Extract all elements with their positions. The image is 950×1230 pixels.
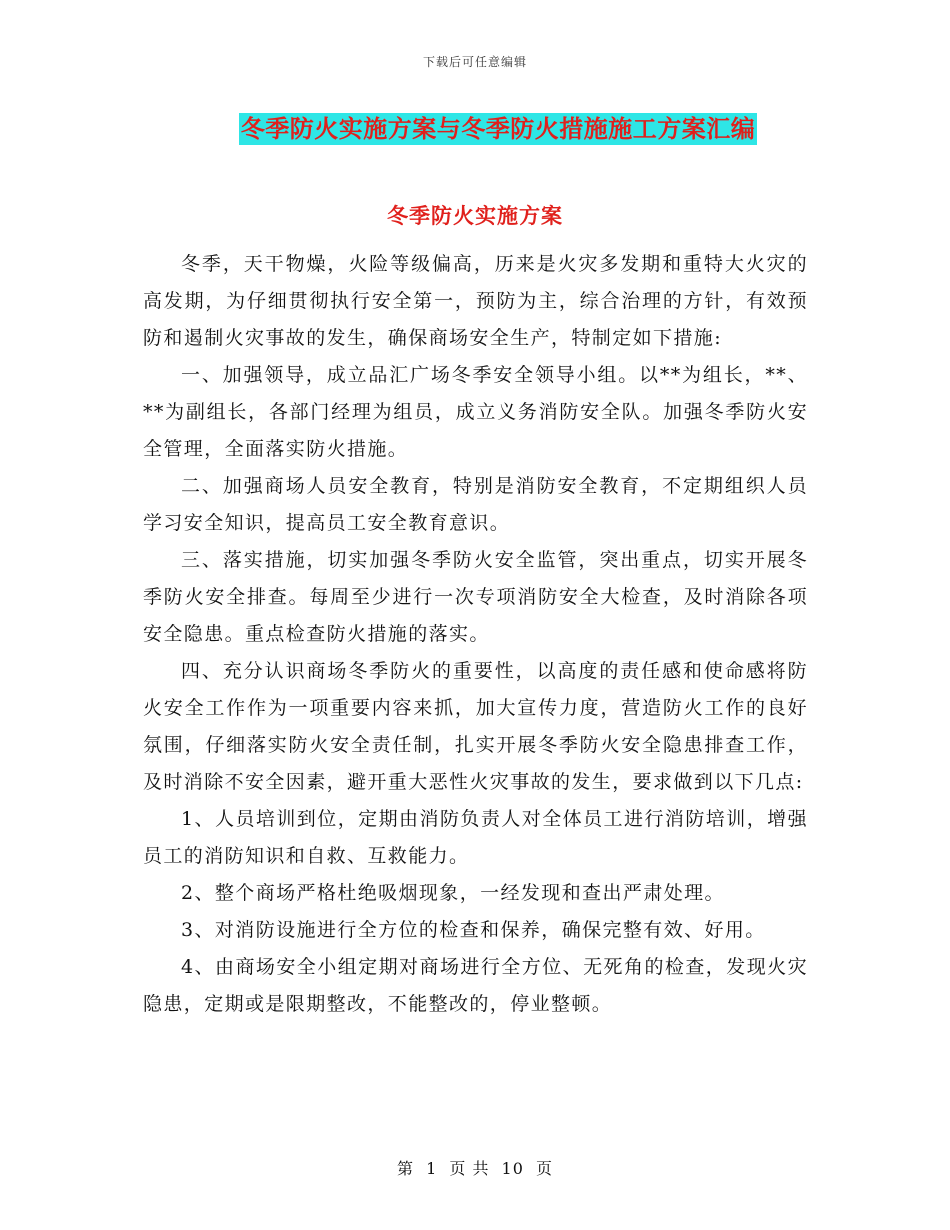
footer-prefix: 第 [396,1159,414,1178]
paragraph-item-2: 二、加强商场人员安全教育，特别是消防安全教育，不定期组织人员学习安全知识，提高员工安全教育意识。 [143,475,808,534]
list-item-2: 2、整个商场严格杜绝吸烟现象，一经发现和查出严肃处理。 [181,882,725,904]
footer-page-number: 1 [426,1159,438,1178]
main-title: 冬季防火实施方案与冬季防火措施施工方案汇编 [240,114,756,143]
footer-total-pages: 10 [501,1159,524,1178]
main-title-container [0,113,950,145]
paragraph-item-4: 四、充分认识商场冬季防火的重要性，以高度的责任感和使命感将防火安全工作作为一项重要内容来抓，加大宣传力度，营造防火工作的良好氛围，仔细落实防火安全责任制，扎实开展冬季防火安全隐患排查工作，及时消除不安全因素，避开重大恶性火灾事故的发生，要求做到以下几点: [143,660,808,793]
paragraph-intro: 冬季，天干物燥，火险等级偏高，历来是火灾多发期和重特大火灾的高发期，为仔细贯彻执行安全第一，预防为主，综合治理的方针，有效预防和遏制火灾事故的发生，确保商场安全生产，特制定如下措施: [143,253,808,349]
list-item-4: 4、由商场安全小组定期对商场进行全方位、无死角的检查，发现火灾隐患，定期或是限期整改，不能整改的，停业整顿。 [143,956,808,1015]
footer-suffix: 页 [536,1159,554,1178]
document-body [143,246,808,1023]
page-footer [0,1156,950,1179]
footer-middle: 页 共 [449,1159,490,1178]
section-title: 冬季防火实施方案 [387,203,563,228]
list-item-3: 3、对消防设施进行全方位的检查和保养，确保完整有效、好用。 [181,919,766,941]
paragraph-item-3: 三、落实措施，切实加强冬季防火安全监管，突出重点，切实开展冬季防火安全排查。每周至少进行一次专项消防安全大检查，及时消除各项安全隐患。重点检查防火措施的落实。 [143,549,808,645]
list-item-1: 1、人员培训到位，定期由消防负责人对全体员工进行消防培训，增强员工的消防知识和自救、互救能力。 [143,808,808,867]
header-note: 下载后可任意编辑 [422,55,527,69]
paragraph-item-1: 一、加强领导，成立品汇广场冬季安全领导小组。以**为组长，**、**为副组长，各部门经理为组员，成立义务消防安全队。加强冬季防火安全管理，全面落实防火措施。 [143,364,808,460]
